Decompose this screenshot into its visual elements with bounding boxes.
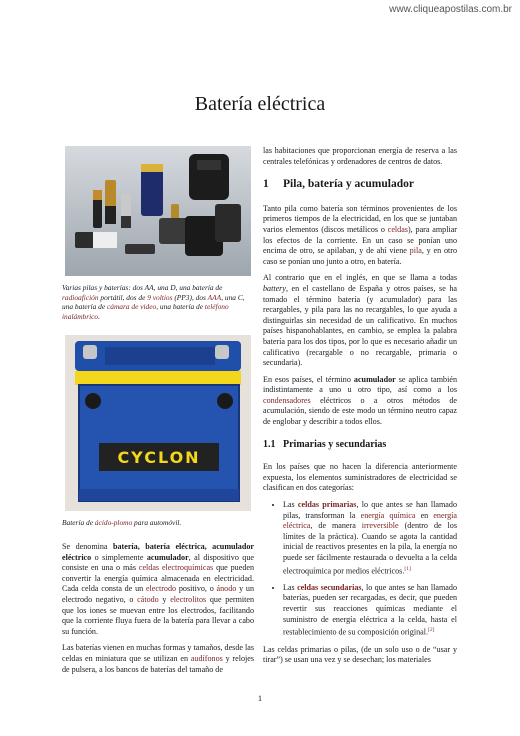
link-catodo[interactable]: cátodo — [137, 594, 159, 604]
link-audifonos[interactable]: audífonos — [190, 653, 223, 663]
link-energia-electrica[interactable]: energía eléctrica — [283, 510, 458, 531]
link-camara-de-video[interactable]: cámara de video — [106, 302, 157, 312]
watermark: www.cliqueapostilas.com.br — [389, 4, 512, 15]
list-item-secundarias: • Las celdas secundarias, lo que antes se han llamado baterías, pueden ser recargadas, es decir, que pueden revertir sus reacciones químicas mediante el suministro de energía eléctrica a la celda, hasta el restablecimiento de su composición original.[2] — [283, 583, 457, 639]
section1-paragraph-2: Al contrario que en el inglés, en que se llama a todas battery, en el castellano de España y otros países, se ha tomado el término batería (y acumulador) para las recargables, y pila para las no recargables, lo que ayuda a distinguirlas sin necesidad de un calificativo. En muchos países hispanohablantes, en cambio, se emplea la palabra batería para los dos tipos, por lo que es necesario añadir un calificativo (recargable o no recargable, primaria o secundaria). — [263, 273, 457, 368]
link-aaa[interactable]: AAA — [207, 292, 222, 302]
intro-paragraph-2-continued: las habitaciones que proporcionan energía de reserva a las centrales telefónicas y ordenadores de centros de datos. — [263, 146, 457, 166]
link-anodo[interactable]: ánodo — [216, 584, 237, 594]
right-column — [263, 146, 457, 672]
link-electrolitos[interactable]: electrolitos — [170, 594, 207, 604]
batteries-illustration — [65, 146, 251, 276]
link-energia-quimica[interactable]: energía química — [360, 510, 416, 520]
car-battery-illustration — [65, 335, 251, 511]
link-celdas-electroquimicas[interactable]: celdas electroquímicas — [138, 563, 214, 573]
battery-brand-label: CYCLON — [117, 448, 201, 468]
categories-list — [263, 500, 457, 639]
link-pila[interactable]: pila — [409, 246, 422, 256]
list-item-primarias: • Las celdas primarias, lo que antes se han llamado pilas, transforman la energía química en energía eléctrica, de manera irreversible (dentro de los límites de la práctica). Cuando se agota la cantidad inicial de reactivos presentes en la pila, la energía no puede ser fácilmente restaurada o devuelta a la celda electroquímica por medios eléctricos.[1] — [283, 500, 457, 577]
page-number: 1 — [257, 693, 263, 703]
figure-caption-car-battery: Batería de ácido-plomo para automóvil. — [62, 518, 182, 528]
car-battery-photo — [65, 335, 251, 511]
section1-paragraph-3: En esos países, el término acumulador se aplica también indistintamente a uno u otro tipo, así como a los condensadores eléctricos o a otros métodos de acumulación, siendo de este modo un término neutro capaz de englobar y describir a todos ellos. — [263, 374, 457, 427]
section-heading-1-1: 1.1 Primarias y secundarias — [263, 438, 387, 450]
link-telefono-inalambrico[interactable]: teléfono inalámbrico — [62, 302, 229, 321]
reference-1[interactable]: [1] — [404, 565, 411, 572]
reference-2[interactable]: [2] — [427, 627, 435, 634]
link-irreversible[interactable]: irreversible — [361, 521, 399, 531]
link-9-voltios[interactable]: 9 voltios — [147, 292, 173, 302]
link-acido-plomo[interactable]: ácido-plomo — [94, 518, 133, 528]
link-condensadores[interactable]: condensadores — [263, 395, 311, 405]
page-title: Batería eléctrica — [194, 93, 326, 116]
intro-paragraph-1: Se denomina batería, batería eléctrica, acumulador eléctrico o simplemente acumulador, al dispositivo que consiste en una o más celdas electroquímicas que pueden convertir la energía química almacenada en electricidad. Cada celda consta de un electrodo positivo, o ánodo y un electrodo negativo, o cátodo y electrolitos que permiten que los iones se muevan entre los electrodos, facilitando que la corriente fluya fuera de la batería para llevar a cabo su función. — [62, 541, 255, 636]
section11-paragraph-2: Las celdas primarias o pilas, (de un solo uso o de “usar y tirar”) se usan una vez y se desechan; los materiales — [263, 644, 457, 665]
intro-paragraph-2: Las baterías vienen en muchas formas y tamaños, desde las celdas en miniatura que se utilizan en audífonos y relojes de pulsera, a los bancos de baterías del tamaño de — [62, 643, 254, 674]
link-electrodo[interactable]: electrodo — [145, 584, 177, 594]
section-heading-1: 1 Pila, batería y acumulador — [263, 178, 414, 191]
section11-paragraph-1: En los países que no hacen la diferencia anteriormente expuesta, los elementos suministradores de electricidad se clasifican en dos categorías: — [263, 462, 457, 493]
left-column — [62, 146, 254, 681]
link-celdas-secundarias[interactable]: celdas secundarias — [297, 582, 362, 592]
figure-caption-batteries: Varias pilas y baterías: dos AA, una D, una batería de radioafición portátil, dos de 9 voltios (PP3), dos AAA, una C, una batería de cámara de video, una batería de teléfono inalámbrico. — [62, 283, 245, 321]
link-celdas[interactable]: celdas — [387, 224, 408, 234]
batteries-photo — [65, 146, 251, 276]
section1-paragraph-1: Tanto pila como batería son términos provenientes de los primeros tiempos de la electricidad, en los que se juntaban varios elementos (discos metálicos o celdas), para ampliar los efectos de la corriente. En un caso se ponían uno encima de otro, se apilaban, y de ahí viene pila, y en otro caso se ponían uno junto a otro, en batería. — [263, 203, 457, 266]
link-celdas-primarias[interactable]: celdas primarias — [297, 500, 357, 510]
link-radioaficion[interactable]: radioafición — [62, 292, 99, 302]
